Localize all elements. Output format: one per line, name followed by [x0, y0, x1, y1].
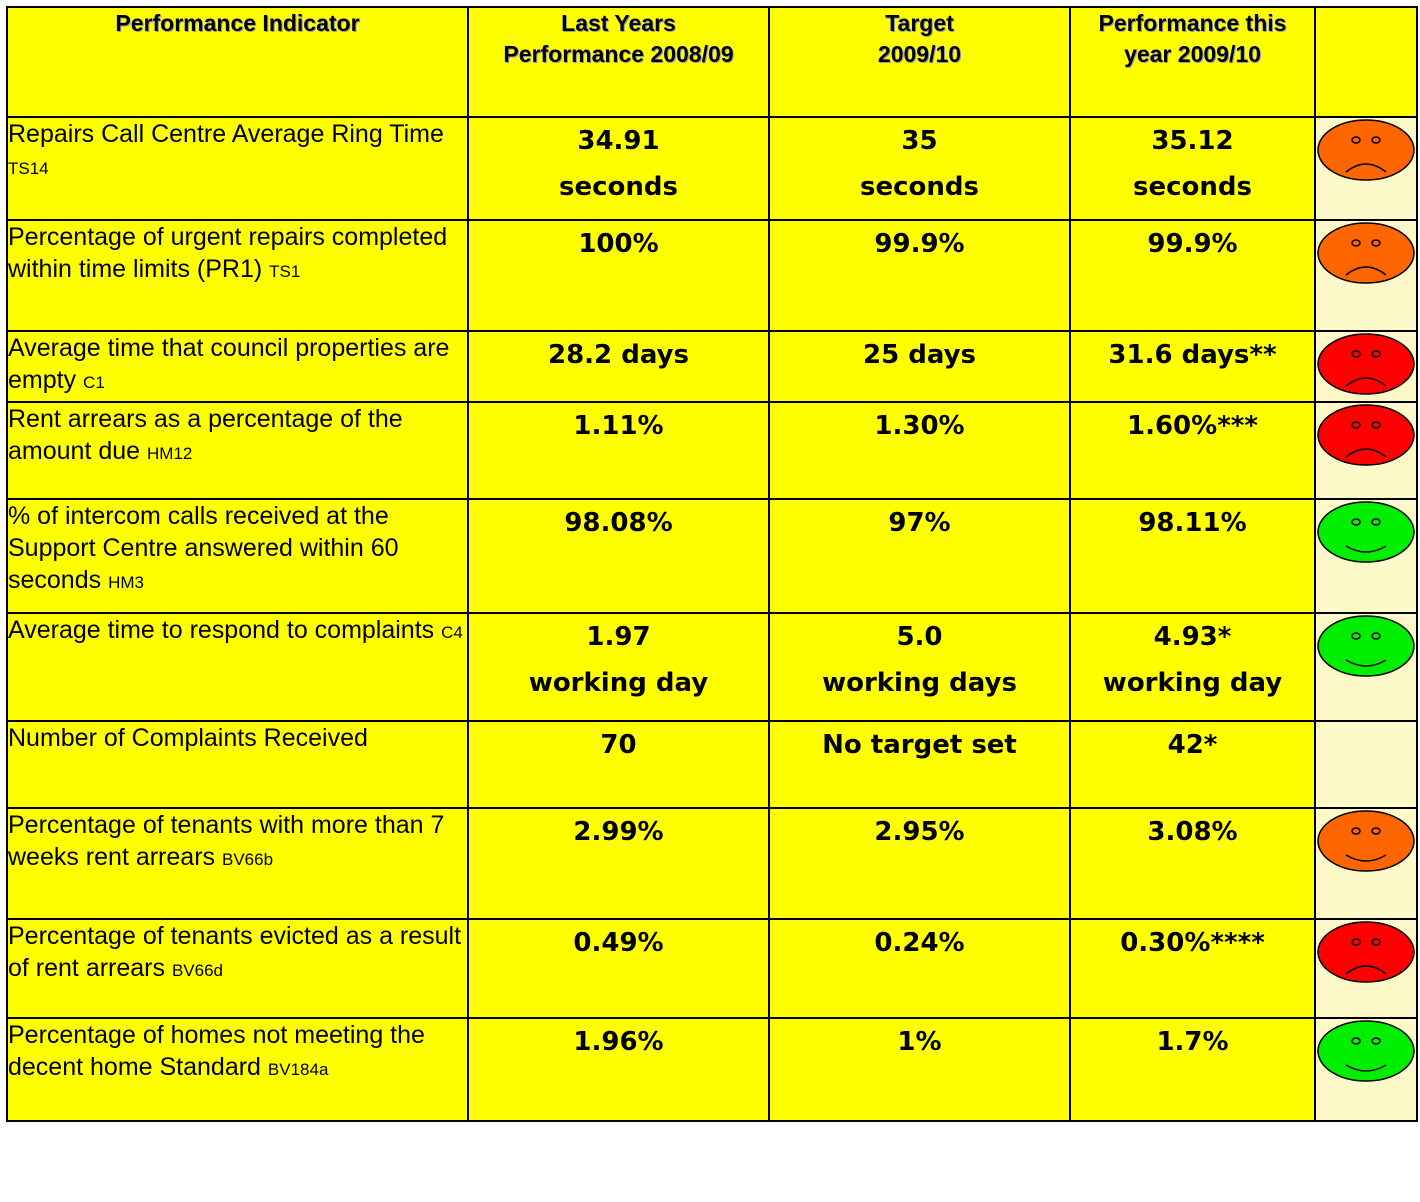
last-year-value-cell [468, 613, 769, 721]
indicator-cell [7, 220, 468, 331]
this-year-value: 98.11% [1138, 508, 1247, 538]
last-year-value: 34.91 [577, 126, 660, 156]
this-year-value-cell [1070, 402, 1315, 499]
last-year-value: 28.2 days [548, 340, 689, 370]
target-value-cell [769, 331, 1070, 402]
table-row [7, 220, 1417, 331]
indicator-cell [7, 499, 468, 613]
last-year-value: 0.49% [573, 928, 664, 958]
indicator-text: Repairs Call Centre Average Ring Time [8, 120, 444, 148]
this-year-value-cell [1070, 808, 1315, 919]
target-value-cell [769, 613, 1070, 721]
this-year-value-cell [1070, 117, 1315, 220]
last-year-value: 1.96% [573, 1027, 664, 1057]
status-cell [1315, 220, 1417, 331]
indicator-text: Percentage of urgent repairs completed within time limits (PR1) [8, 223, 448, 283]
sad-face-icon [1316, 403, 1416, 467]
status-cell [1315, 613, 1417, 721]
sad-face-icon [1316, 221, 1416, 285]
sad-face-icon [1316, 920, 1416, 984]
indicator-text: Average time that council properties are empty [8, 334, 450, 394]
header-this-year: Performance this year 2009/10 [1070, 7, 1315, 117]
indicator-text: Number of Complaints Received [8, 724, 368, 752]
this-year-value: seconds [1133, 172, 1252, 202]
header-row [7, 7, 1417, 117]
target-value: No target set [822, 730, 1017, 760]
target-value: 5.0 [896, 622, 943, 652]
last-year-value: working day [528, 668, 709, 698]
this-year-value-cell [1070, 1018, 1315, 1121]
indicator-code: BV66b [221, 850, 274, 869]
status-cell [1315, 808, 1417, 919]
sad-face-icon [1316, 118, 1416, 182]
last-year-value: seconds [559, 172, 678, 202]
this-year-value-cell [1070, 721, 1315, 808]
indicator-cell [7, 721, 468, 808]
table-row [7, 919, 1417, 1018]
table-row [7, 117, 1417, 220]
target-value-cell [769, 808, 1070, 919]
last-year-value: 70 [600, 730, 637, 760]
table-row [7, 402, 1417, 499]
this-year-value-cell [1070, 331, 1315, 402]
last-year-value-cell [468, 721, 769, 808]
target-value: 99.9% [874, 229, 965, 259]
last-year-value: 100% [578, 229, 659, 259]
last-year-value: 98.08% [564, 508, 673, 538]
header-status [1315, 7, 1417, 117]
happy-face-icon [1316, 809, 1416, 873]
target-value: 25 days [862, 340, 976, 370]
this-year-value-cell [1070, 919, 1315, 1018]
this-year-value: 35.12 [1151, 126, 1234, 156]
last-year-value: 1.11% [573, 411, 664, 441]
indicator-code: BV66d [171, 961, 224, 980]
target-value-cell [769, 220, 1070, 331]
last-year-value-cell [468, 402, 769, 499]
table-row [7, 499, 1417, 613]
table-row [7, 808, 1417, 919]
indicator-code: HM3 [108, 573, 144, 592]
table-row [7, 1018, 1417, 1121]
header-indicator: Performance Indicator [7, 7, 468, 117]
indicator-code: C1 [83, 373, 105, 392]
indicator-code: BV184a [267, 1060, 329, 1079]
target-value: 0.24% [874, 928, 965, 958]
target-value: 35 [901, 126, 938, 156]
target-value: 1.30% [874, 411, 965, 441]
target-value: 2.95% [874, 817, 965, 847]
indicator-code: HM12 [147, 444, 193, 463]
last-year-value-cell [468, 117, 769, 220]
last-year-value-cell [468, 919, 769, 1018]
last-year-value: 2.99% [573, 817, 664, 847]
this-year-value: 1.60%*** [1127, 411, 1258, 441]
indicator-cell [7, 919, 468, 1018]
target-value-cell [769, 721, 1070, 808]
table-row [7, 331, 1417, 402]
indicator-cell [7, 808, 468, 919]
performance-table [6, 6, 1418, 1122]
indicator-text: Rent arrears as a percentage of the amount due [8, 405, 403, 465]
indicator-code: TS14 [8, 159, 49, 178]
target-value: seconds [860, 172, 979, 202]
indicator-text: % of intercom calls received at the Support Centre answered within 60 seconds [8, 502, 399, 594]
table-row [7, 721, 1417, 808]
status-cell [1315, 331, 1417, 402]
sad-face-icon [1316, 332, 1416, 396]
indicator-code: TS1 [269, 262, 301, 281]
indicator-cell [7, 613, 468, 721]
this-year-value: 42* [1167, 730, 1218, 760]
target-value-cell [769, 402, 1070, 499]
indicator-text: Percentage of homes not meeting the decent home Standard [8, 1021, 425, 1081]
target-value-cell [769, 499, 1070, 613]
header-target: Target 2009/10 [769, 7, 1070, 117]
status-cell [1315, 721, 1417, 808]
this-year-value: 99.9% [1147, 229, 1238, 259]
indicator-text: Percentage of tenants with more than 7 weeks rent arrears [8, 811, 445, 871]
target-value: working days [822, 668, 1017, 698]
target-value: 1% [897, 1027, 942, 1057]
table-row [7, 613, 1417, 721]
status-cell [1315, 1018, 1417, 1121]
status-cell [1315, 117, 1417, 220]
last-year-value-cell [468, 499, 769, 613]
happy-face-icon [1316, 500, 1416, 564]
indicator-cell [7, 1018, 468, 1121]
last-year-value-cell [468, 1018, 769, 1121]
this-year-value: 1.7% [1156, 1027, 1229, 1057]
indicator-cell [7, 331, 468, 402]
status-cell [1315, 402, 1417, 499]
target-value: 97% [888, 508, 951, 538]
target-value-cell [769, 1018, 1070, 1121]
this-year-value: 3.08% [1147, 817, 1238, 847]
last-year-value-cell [468, 808, 769, 919]
indicator-cell [7, 117, 468, 220]
happy-face-icon [1316, 614, 1416, 678]
happy-face-icon [1316, 1019, 1416, 1083]
last-year-value: 1.97 [586, 622, 651, 652]
this-year-value: 0.30%**** [1120, 928, 1265, 958]
last-year-value-cell [468, 220, 769, 331]
last-year-value-cell [468, 331, 769, 402]
indicator-cell [7, 402, 468, 499]
target-value-cell [769, 117, 1070, 220]
target-value-cell [769, 919, 1070, 1018]
this-year-value: 31.6 days** [1108, 340, 1277, 370]
indicator-text: Average time to respond to complaints [8, 616, 435, 644]
indicator-text: Percentage of tenants evicted as a result of rent arrears [8, 922, 462, 982]
this-year-value: 4.93* [1153, 622, 1232, 652]
indicator-code: C4 [441, 623, 463, 642]
this-year-value-cell [1070, 613, 1315, 721]
this-year-value: working day [1102, 668, 1283, 698]
status-cell [1315, 499, 1417, 613]
status-cell [1315, 919, 1417, 1018]
this-year-value-cell [1070, 499, 1315, 613]
header-last-year: Last Years Performance 2008/09 [468, 7, 769, 117]
this-year-value-cell [1070, 220, 1315, 331]
